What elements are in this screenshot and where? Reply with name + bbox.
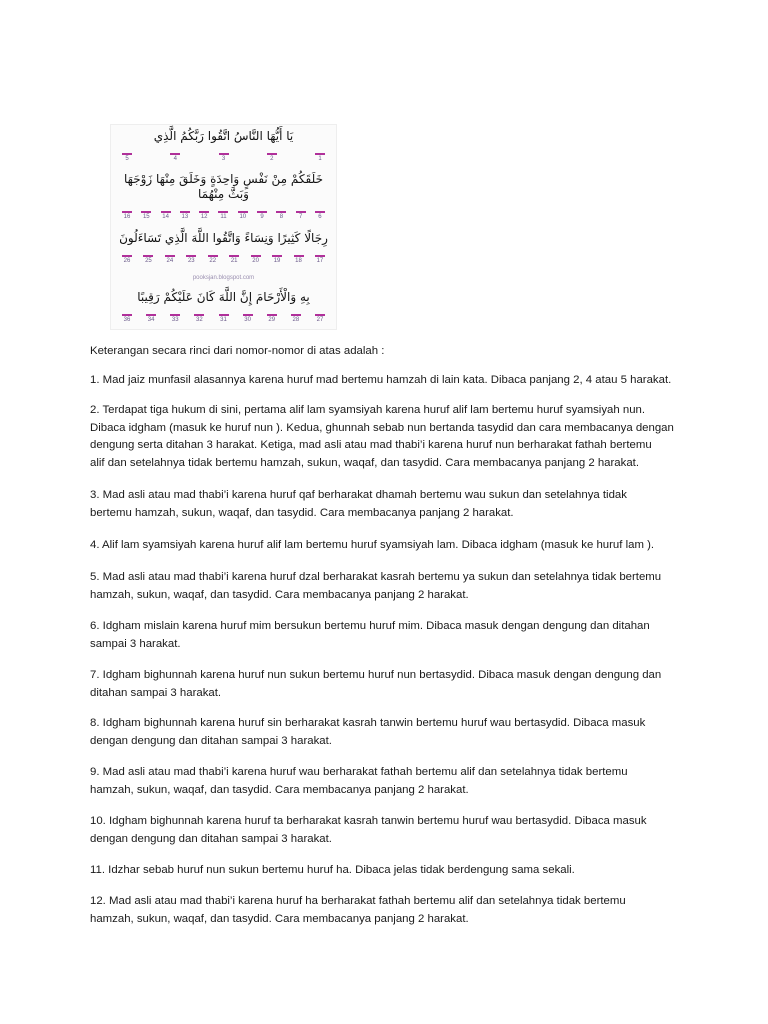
number-marker: 33 (170, 314, 180, 325)
number-marker: 16 (122, 211, 132, 222)
text-line: ditahan sampai 3 harakat. (90, 686, 222, 699)
text-line: bertemu hamzah, sukun, waqaf, dan tasydid. Cara membacanya panjang 2 harakat. (90, 506, 514, 519)
text-line: 6. Idgham mislain karena huruf mim bersukun bertemu huruf mim. Dibaca masuk dengan dengung dan ditahan (90, 620, 650, 632)
number-marker: 12 (199, 211, 209, 222)
list-item (90, 862, 690, 880)
text-line: hamzah, sukun, waqaf, dan tasydid. Cara membacanya panjang 2 harakat. (90, 588, 469, 601)
number-marker: 6 (315, 211, 325, 222)
text-line: 7. Idgham bighunnah karena huruf nun sukun bertemu huruf nun bertasydid. Dibaca masuk dengan dengung dan (90, 669, 662, 681)
number-marker: 10 (238, 211, 248, 222)
text-line: hamzah, sukun, waqaf, dan tasydid. Cara membacanya panjang 2 harakat. (90, 912, 469, 925)
list-item (90, 537, 690, 555)
verse-line: خَلَقَكُمْ مِنْ نَفْسٍ وَاحِدَةٍ وَخَلَقَ مِنْهَا زَوْجَهَا وَبَثَّ مِنْهُمَا (124, 172, 323, 202)
verse-line: رِجَالًا كَثِيرًا وَنِسَاءً وَاتَّقُوا اللَّهَ الَّذِي تَسَاءَلُونَ (119, 230, 328, 245)
number-marker: 27 (315, 314, 325, 325)
text-line: 11. Idzhar sebab huruf nun sukun bertemu huruf ha. Dibaca jelas tidak berdengung sama sekali. (90, 864, 575, 876)
text-line: 2. Terdapat tiga hukum di sini, pertama alif lam syamsiyah karena huruf alif lam bertemu huruf syamsiyah nun. (90, 404, 646, 416)
number-marker: 8 (276, 211, 286, 222)
number-marker: 24 (165, 255, 175, 266)
number-marker: 29 (267, 314, 277, 325)
list-item (90, 764, 690, 799)
number-marker: 21 (229, 255, 239, 266)
list-item (90, 487, 690, 522)
number-marker: 26 (122, 255, 132, 266)
number-marker: 25 (143, 255, 153, 266)
text-line: 1. Mad jaiz munfasil alasannya karena huruf mad bertemu hamzah di lain kata. Dibaca panjang 2, 4 atau 5 harakat. (90, 374, 672, 386)
number-marker: 20 (251, 255, 261, 266)
number-marker: 4 (170, 153, 180, 164)
text-line: dengan dengung dan ditahan sampai 3 harakat. (90, 734, 332, 747)
text-line: hamzah, sukun, waqaf, dan tasydid. Cara membacanya panjang 2 harakat. (90, 783, 469, 796)
list-item (90, 569, 690, 604)
number-marker: 1 (315, 153, 325, 164)
quran-verse-figure (110, 124, 337, 330)
marker-row (116, 153, 331, 164)
text-line: alif dan setelahnya tidak bertemu hamzah, sukun, waqaf, dan tasydid. Cara membacanya panjang 2 harakat. (90, 456, 639, 469)
text-line: 4. Alif lam syamsiyah karena huruf alif lam bertemu huruf syamsiyah lam. Dibaca idgham (masuk ke huruf lam ). (90, 539, 655, 551)
marker-row (116, 211, 331, 222)
watermark: pooksjan.blogspot.com (192, 274, 255, 281)
list-item (90, 618, 690, 653)
list-item (90, 813, 690, 848)
number-marker: 13 (180, 211, 190, 222)
text-line: sampai 3 harakat. (90, 637, 181, 650)
number-marker: 31 (219, 314, 229, 325)
marker-row (116, 255, 331, 266)
text-line: 5. Mad asli atau mad thabi’i karena huruf dzal berharakat kasrah bertemu ya sukun dan setelahnya tidak bertemu (90, 571, 662, 583)
number-marker: 30 (243, 314, 253, 325)
number-marker: 32 (194, 314, 204, 325)
text-line: dengan dengung dan ditahan sampai 3 harakat. (90, 832, 332, 845)
list-item (90, 372, 690, 390)
verse-line: بِهِ وَالْأَرْحَامَ إِنَّ اللَّهَ كَانَ عَلَيْكُمْ رَقِيبًا (137, 289, 310, 304)
number-marker: 7 (296, 211, 306, 222)
verse-line: يَا أَيُّهَا النَّاسُ اتَّقُوا رَبَّكُمُ الَّذِي (153, 129, 294, 143)
number-marker: 14 (161, 211, 171, 222)
text-line: Dibaca idgham (masuk ke huruf nun ). Kedua, ghunnah sebab nun bertanda tasydid dan cara membacanya dengan (90, 421, 674, 434)
heading: Keterangan secara rinci dari nomor-nomor di atas adalah : (90, 345, 385, 357)
number-marker: 11 (218, 211, 228, 222)
number-marker: 19 (272, 255, 282, 266)
text-line: 9. Mad asli atau mad thabi’i karena huruf wau berharakat fathah bertemu alif dan setelahnya tidak bertemu (90, 766, 628, 778)
number-marker: 17 (315, 255, 325, 266)
text-line: 8. Idgham bighunnah karena huruf sin berharakat kasrah tanwin bertemu huruf wau bertasydid. Dibaca masuk (90, 717, 646, 729)
number-marker: 28 (291, 314, 301, 325)
number-marker: 15 (141, 211, 151, 222)
number-marker: 34 (146, 314, 156, 325)
text-line: 12. Mad asli atau mad thabi’i karena huruf ha berharakat fathah bertemu alif dan setelahnya tidak bertemu (90, 895, 626, 907)
marker-row (116, 314, 331, 325)
number-marker: 23 (186, 255, 196, 266)
number-marker: 9 (257, 211, 267, 222)
number-marker: 2 (267, 153, 277, 164)
number-marker: 22 (208, 255, 218, 266)
number-marker: 3 (219, 153, 229, 164)
text-line: 3. Mad asli atau mad thabi’i karena huruf qaf berharakat dhamah bertemu wau sukun dan setelahnya tidak (90, 489, 627, 501)
number-marker: 18 (294, 255, 304, 266)
list-item (90, 715, 690, 750)
list-item (90, 893, 690, 928)
list-item (90, 667, 690, 702)
list-item (90, 402, 690, 472)
text-line: 10. Idgham bighunnah karena huruf ta berharakat kasrah tanwin bertemu huruf wau bertasydid. Dibaca masuk (90, 815, 647, 827)
text-line: dengung serta ditahan 3 harakat. Ketiga, mad asli atau mad thabi’i karena huruf nun berharakat fathah bertemu (90, 439, 652, 451)
number-marker: 36 (122, 314, 132, 325)
number-marker: 5 (122, 153, 132, 164)
